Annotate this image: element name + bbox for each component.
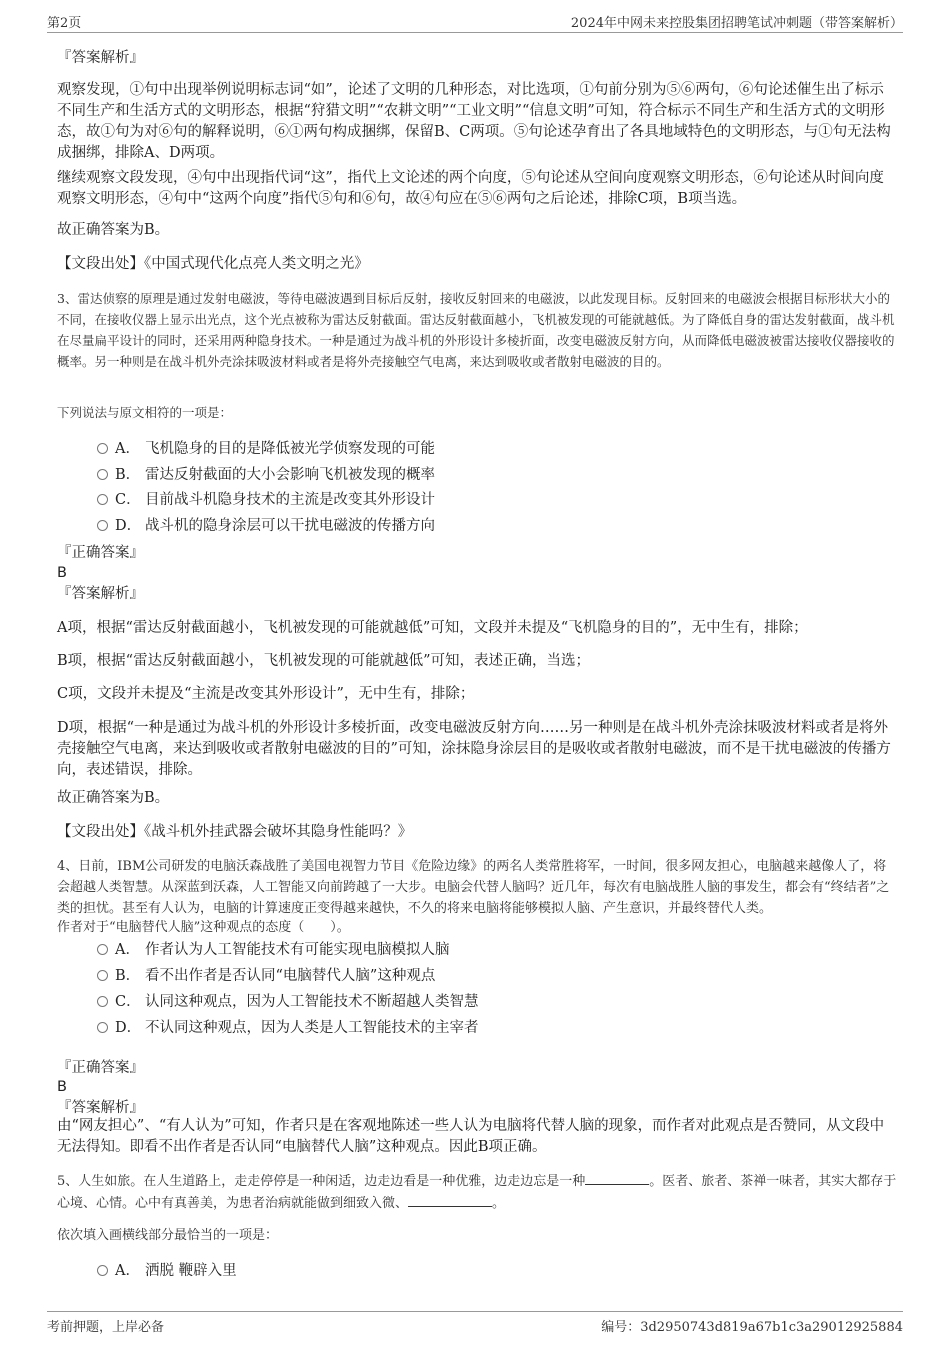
q4-analysis-label: 『答案解析』: [57, 1100, 144, 1116]
q3-passage: 3、雷达侦察的原理是通过发射电磁波，等待电磁波遇到目标后反射，接收反射回来的电磁波，以此发现目标。反射回来的电磁波会根据目标形状大小的不同，在接收仪器上显示出光点，这个光点被称为雷达反射截面。雷达反射截面越小，飞机被发现的可能就越低。为了降低自身的雷达发射截面，战斗机在尽量扁平设计的同时，还采用两种隐身技术。一种是通过为战斗机的外形设计多棱折面，改变电磁波反射方向，从而降低电磁波被雷达接收仪器接收的概率。另一种则是在战斗机外壳涂抹吸波材料或者是将外壳接触空气电离，来达到吸收或者散射电磁波的目的。: [57, 291, 895, 369]
header-divider: [47, 32, 903, 33]
q3-option-c[interactable]: C． 目前战斗机隐身技术的主流是改变其外形设计: [97, 490, 435, 510]
q2-analysis-para2: 继续观察文段发现，④句中出现指代词“这”，指代上文论述的两个向度，⑤句论述从空间向度观察文明形态，⑥句论述从时间向度观察文明形态，④句中“这两个向度”指代⑤句和⑥句，故④句应在⑤⑥两句之后论述，排除C项，B项当选。: [57, 170, 884, 207]
footer-slogan: 考前押题，上岸必备: [47, 1320, 165, 1335]
q3-answer: B: [57, 565, 67, 581]
q3-analysis-b: B项，根据“雷达反射截面越小，飞机被发现的可能就越低”可知，表述正确，当选；: [57, 653, 590, 669]
blank-2: [408, 1192, 492, 1207]
q4-option-b[interactable]: B． 看不出作者是否认同“电脑替代人脑”这种观点: [97, 966, 435, 986]
q3-option-d[interactable]: D． 战斗机的隐身涂层可以干扰电磁波的传播方向: [97, 516, 435, 536]
q4-option-c[interactable]: C． 认同这种观点，因为人工智能技术不断超越人类智慧: [97, 992, 479, 1012]
q5-option-a[interactable]: A． 洒脱 鞭辟入里: [97, 1261, 237, 1281]
q4-analysis: 由“网友担心”、“有人认为”可知，作者只是在客观地陈述一些人认为电脑将代替人脑的现象，而作者对此观点是否赞同，从文段中无法得知。即看不出作者是否认同“电脑替代人脑”这种观点。因此B项正确。: [57, 1118, 885, 1155]
page-header: [47, 12, 903, 32]
q4-answer: B: [57, 1079, 67, 1095]
document-id: 编号：3d2950743d819a67b1c3a29012925884: [601, 1320, 903, 1335]
q3-question: 下列说法与原文相符的一项是：: [57, 405, 233, 420]
q3-analysis-label: 『答案解析』: [57, 586, 144, 602]
radio-icon[interactable]: [97, 443, 108, 454]
q3-answer-label: 『正确答案』: [57, 545, 144, 561]
q5-passage: 5、人生如旅。在人生道路上，走走停停是一种闲适，边走边看是一种优雅，边走边忘是一种 。医者、旅者、茶禅一味者，其实大都存于心境、心情。心中有真善美，为患者治病就能做到细致入微、 。: [57, 1170, 897, 1214]
q2-source: 【文段出处】《中国式现代化点亮人类文明之光》: [57, 256, 369, 272]
radio-icon[interactable]: [97, 1265, 108, 1276]
radio-icon[interactable]: [97, 494, 108, 505]
q4-answer-label: 『正确答案』: [57, 1060, 144, 1076]
blank-1: [585, 1170, 649, 1185]
q4-option-d[interactable]: D． 不认同这种观点，因为人类是人工智能技术的主宰者: [97, 1018, 479, 1038]
q3-source: 【文段出处】《战斗机外挂武器会破坏其隐身性能吗？》: [57, 824, 413, 840]
q4-passage: 4、日前，IBM公司研发的电脑沃森战胜了美国电视智力节目《危险边缘》的两名人类常胜将军，一时间，很多网友担心，电脑越来越像人了，将会超越人类智慧。从深蓝到沃森，人工智能又向前跨越了一大步。电脑会代替人脑吗？近几年，每次有电脑战胜人脑的事发生，都会有“终结者”之类的担忧。甚至有人认为，电脑的计算速度正变得越来越快，不久的将来电脑将能够模拟人脑、产生意识，并最终替代人类。: [57, 859, 890, 916]
q3-analysis-a: A项，根据“雷达反射截面越小，飞机被发现的可能就越低”可知，文段并未提及“飞机隐身的目的”，无中生有，排除；: [57, 620, 808, 636]
radio-icon[interactable]: [97, 469, 108, 480]
document-title: 2024年中网未来控股集团招聘笔试冲刺题（带答案解析）: [570, 16, 903, 31]
radio-icon[interactable]: [97, 970, 108, 981]
q5-question: 依次填入画横线部分最恰当的一项是：: [57, 1228, 279, 1243]
footer-divider: [47, 1311, 903, 1312]
radio-icon[interactable]: [97, 1022, 108, 1033]
q2-analysis-para1: 观察发现，①句中出现举例说明标志词“如”，论述了文明的几种形态，对比选项，①句前分别为⑤⑥两句，⑥句论述催生出了标示不同生产和生活方式的文明形态，根据“狩猎文明”“农耕文明”“工业文明”“信息文明”可知，符合标示不同生产和生活方式的文明形态，故①句为对⑥句的解释说明，⑥①两句构成捆绑，保留B、C两项。⑤句论述孕育出了各具地域特色的文明形态，与①句无法构成捆绑，排除A、D两项。: [57, 82, 891, 161]
q2-conclusion: 故正确答案为B。: [57, 222, 170, 238]
radio-icon[interactable]: [97, 944, 108, 955]
q4-question: 作者对于“电脑替代人脑”这种观点的态度（ ）。: [57, 920, 350, 935]
q3-option-b[interactable]: B． 雷达反射截面的大小会影响飞机被发现的概率: [97, 465, 435, 485]
q3-analysis-d: D项，根据“一种是通过为战斗机的外形设计多棱折面，改变电磁波反射方向……另一种则是在战斗机外壳涂抹吸波材料或者是将外壳接触空气电离，来达到吸收或者散射电磁波的目的”可知，涂抹隐身涂层目的是吸收或者散射电磁波，而不是干扰电磁波的传播方向，表述错误，排除。: [57, 720, 891, 778]
q3-analysis-c: C项，文段并未提及“主流是改变其外形设计”，无中生有，排除；: [57, 686, 475, 702]
q2-analysis-label: 『答案解析』: [57, 50, 144, 66]
q3-option-a[interactable]: A． 飞机隐身的目的是降低被光学侦察发现的可能: [97, 439, 435, 459]
radio-icon[interactable]: [97, 520, 108, 531]
q3-conclusion: 故正确答案为B。: [57, 790, 170, 806]
radio-icon[interactable]: [97, 996, 108, 1007]
q4-option-a[interactable]: A． 作者认为人工智能技术有可能实现电脑模拟人脑: [97, 940, 450, 960]
page-number: 第2页: [47, 16, 82, 31]
